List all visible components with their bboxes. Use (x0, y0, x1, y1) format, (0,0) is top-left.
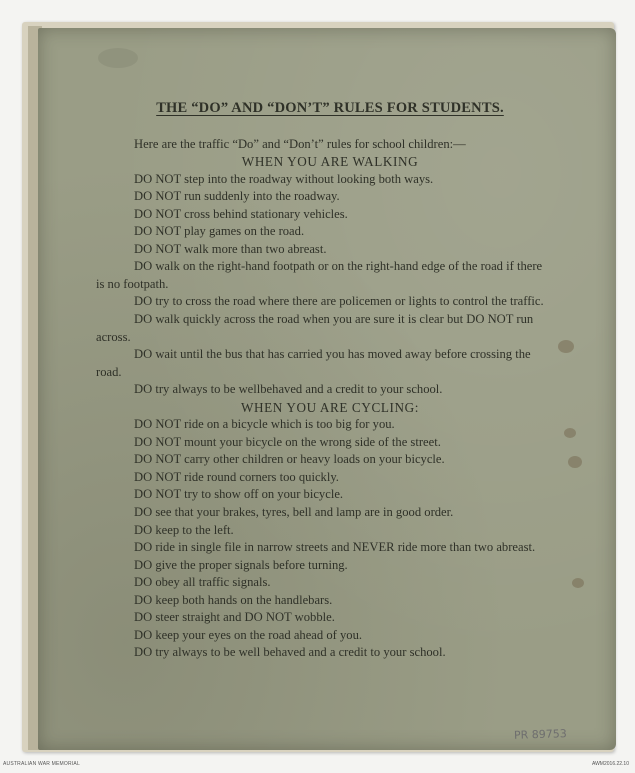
document-title: THE “DO” AND “DON’T” RULES FOR STUDENTS. (156, 100, 504, 116)
cycling-rule: DO NOT ride round corners too quickly. (134, 469, 339, 484)
rules-text-block (96, 100, 546, 662)
walking-rule: DO NOT walk more than two abreast. (134, 241, 327, 256)
walking-rule: DO try to cross the road where there are policemen or lights to control the traffic. (134, 294, 544, 309)
walking-rule: DO try always to be wellbehaved and a credit to your school. (134, 382, 443, 397)
archive-id: AWM2016.22.10 (591, 761, 629, 767)
stain-mark (564, 428, 576, 438)
cycling-rule: DO NOT carry other children or heavy loads on your bicycle. (134, 452, 445, 467)
walking-rule: DO wait until the bus that has carried you has moved away before crossing the road. (96, 347, 531, 379)
cycling-rule: DO obey all traffic signals. (134, 575, 271, 590)
cycling-rule: DO NOT try to show off on your bicycle. (134, 487, 344, 502)
pencil-reference-number: PR 89753 (513, 727, 567, 742)
cycling-rule: DO NOT mount your bicycle on the wrong side of the street. (134, 434, 441, 449)
archive-credit: AUSTRALIAN WAR MEMORIAL (3, 761, 80, 767)
walking-section-heading: WHEN YOU ARE WALKING (241, 154, 419, 170)
walking-rule: DO NOT run suddenly into the roadway. (134, 189, 340, 204)
cycling-rule: DO ride in single file in narrow streets and NEVER ride more than two abreast. (134, 540, 536, 555)
cycling-rule: DO give the proper signals before turning. (134, 557, 348, 572)
walking-rule: DO walk quickly across the road when you are sure it is clear but DO NOT run across. (96, 312, 534, 344)
stain-mark (568, 456, 582, 468)
cycling-rule: DO try always to be well behaved and a credit to your school. (134, 645, 446, 660)
cycling-rule: DO keep your eyes on the road ahead of you. (134, 627, 363, 642)
cycling-rule: DO keep both hands on the handlebars. (134, 592, 333, 607)
cycling-rule: DO keep to the left. (134, 522, 234, 537)
walking-rule: DO NOT cross behind stationary vehicles. (134, 206, 348, 221)
walking-rule: DO walk on the right-hand footpath or on the right-hand edge of the road if there is no footpath. (96, 259, 543, 291)
intro-text: Here are the traffic “Do” and “Don’t” rules for school children:— (134, 136, 466, 151)
walking-rule: DO NOT play games on the road. (134, 224, 305, 239)
cycling-rule: DO steer straight and DO NOT wobble. (134, 610, 335, 625)
cycling-rule: DO NOT ride on a bicycle which is too big for you. (134, 417, 395, 432)
stain-mark (572, 578, 584, 588)
stain-mark (98, 48, 138, 68)
cycling-rule: DO see that your brakes, tyres, bell and lamp are in good order. (134, 505, 454, 520)
cycling-section-heading: WHEN YOU ARE CYCLING: (240, 399, 420, 415)
stain-mark (558, 340, 574, 353)
walking-rule: DO NOT step into the roadway without looking both ways. (134, 171, 434, 186)
